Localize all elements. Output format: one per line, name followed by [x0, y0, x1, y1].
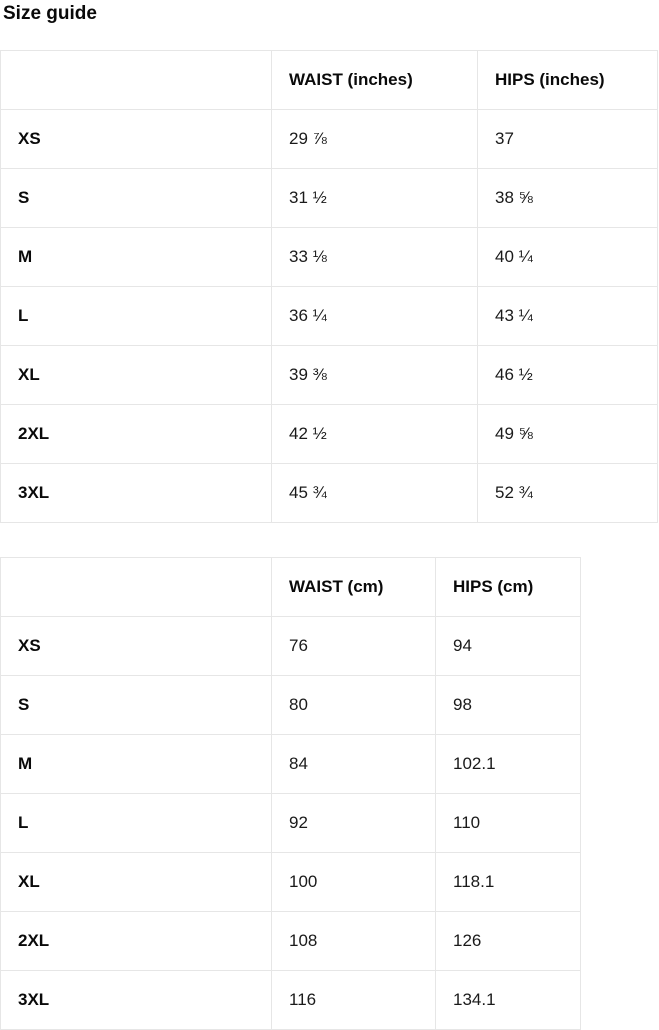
waist-value: 42 ½ — [272, 405, 478, 464]
corner-cell — [1, 51, 272, 110]
size-label: XL — [1, 346, 272, 405]
hips-inches-header: HIPS (inches) — [478, 51, 658, 110]
header-row — [1, 51, 658, 110]
size-label: 3XL — [1, 971, 272, 1030]
size-label: S — [1, 169, 272, 228]
table-row — [1, 464, 658, 523]
waist-value: 116 — [272, 971, 436, 1030]
table-row — [1, 971, 581, 1030]
hips-cm-header: HIPS (cm) — [436, 558, 581, 617]
header-row — [1, 558, 581, 617]
hips-value: 38 ⅝ — [478, 169, 658, 228]
size-label: XL — [1, 853, 272, 912]
hips-value: 43 ¼ — [478, 287, 658, 346]
corner-cell — [1, 558, 272, 617]
page-title: Size guide — [3, 3, 97, 24]
waist-value: 108 — [272, 912, 436, 971]
size-label: M — [1, 735, 272, 794]
table-row — [1, 617, 581, 676]
waist-value: 92 — [272, 794, 436, 853]
size-table-inches — [0, 50, 658, 523]
hips-value: 40 ¼ — [478, 228, 658, 287]
waist-value: 33 ⅛ — [272, 228, 478, 287]
waist-value: 100 — [272, 853, 436, 912]
hips-value: 49 ⅝ — [478, 405, 658, 464]
hips-value: 52 ¾ — [478, 464, 658, 523]
waist-value: 84 — [272, 735, 436, 794]
hips-value: 134.1 — [436, 971, 581, 1030]
size-table-cm — [0, 557, 581, 1030]
table-row — [1, 287, 658, 346]
size-label: L — [1, 794, 272, 853]
waist-value: 45 ¾ — [272, 464, 478, 523]
waist-cm-header: WAIST (cm) — [272, 558, 436, 617]
waist-value: 29 ⅞ — [272, 110, 478, 169]
table-row — [1, 169, 658, 228]
table-row — [1, 794, 581, 853]
size-label: XS — [1, 617, 272, 676]
hips-value: 37 — [478, 110, 658, 169]
size-label: 3XL — [1, 464, 272, 523]
size-label: L — [1, 287, 272, 346]
table-row — [1, 853, 581, 912]
hips-value: 46 ½ — [478, 346, 658, 405]
size-label: S — [1, 676, 272, 735]
size-label: 2XL — [1, 912, 272, 971]
table-row — [1, 228, 658, 287]
waist-value: 39 ⅜ — [272, 346, 478, 405]
hips-value: 118.1 — [436, 853, 581, 912]
hips-value: 110 — [436, 794, 581, 853]
size-label: XS — [1, 110, 272, 169]
table-row — [1, 405, 658, 464]
table-row — [1, 110, 658, 169]
hips-value: 126 — [436, 912, 581, 971]
waist-value: 80 — [272, 676, 436, 735]
size-label: 2XL — [1, 405, 272, 464]
table-row — [1, 676, 581, 735]
waist-inches-header: WAIST (inches) — [272, 51, 478, 110]
table-row — [1, 346, 658, 405]
waist-value: 36 ¼ — [272, 287, 478, 346]
table-row — [1, 912, 581, 971]
waist-value: 76 — [272, 617, 436, 676]
hips-value: 94 — [436, 617, 581, 676]
hips-value: 98 — [436, 676, 581, 735]
table-row — [1, 735, 581, 794]
size-label: M — [1, 228, 272, 287]
hips-value: 102.1 — [436, 735, 581, 794]
waist-value: 31 ½ — [272, 169, 478, 228]
